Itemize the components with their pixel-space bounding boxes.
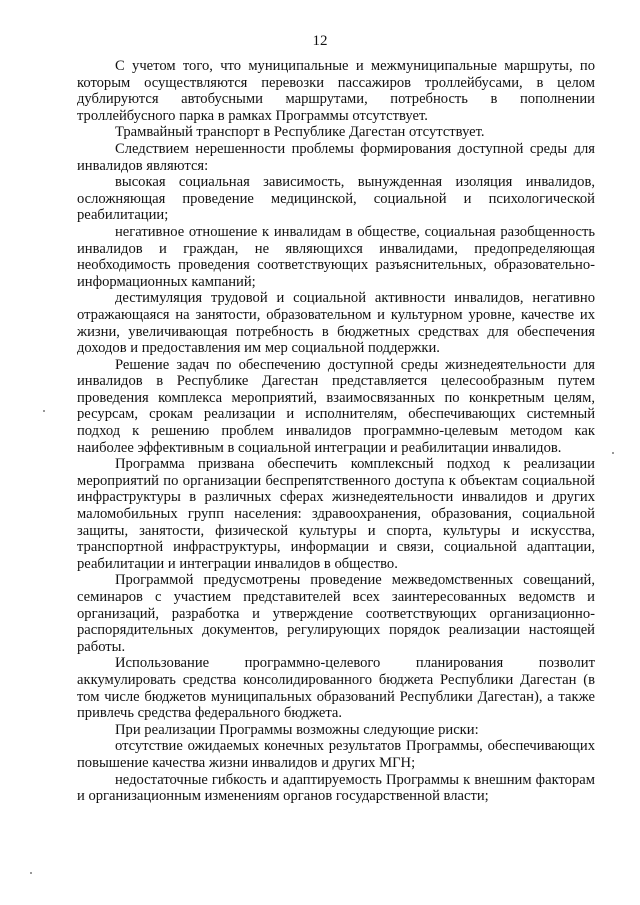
paragraph: Трамвайный транспорт в Республике Дагестан отсутствует. (115, 124, 485, 141)
scan-speck (30, 872, 32, 874)
scan-speck (612, 452, 614, 454)
page-number: 12 (312, 33, 328, 49)
paragraph: отсутствие ожидаемых конечных результатов Программы, обеспечивающих повышение качества жизни инвалидов и других МГН; (77, 738, 595, 771)
paragraph: Программа призвана обеспечить комплексный подход к реализации мероприятий по организации беспрепятственного доступа к объектам социальной инфраструктуры в различных сферах жизнедеятельности инвалидов и других маломобильных групп населения: здравоохранения, образования, социальной защиты, занятости, физической культуры и спорта, культуры и искусства, транспортной инфраструктуры, информации и связи, социальной адаптации, реабилитации и интеграции инвалидов в общество. (77, 456, 595, 572)
scan-speck (43, 410, 45, 412)
paragraph: высокая социальная зависимость, вынужденная изоляция инвалидов, осложняющая проведение медицинской, социальной и психологической реабилитации; (77, 174, 595, 224)
paragraph: дестимуляция трудовой и социальной активности инвалидов, негативно отражающаяся на занятости, образовательном и культурном уровне, качестве их жизни, увеличивающая потребность в бюджетных средствах для обеспечения доходов и предоставления им мер социальной поддержки. (77, 290, 595, 357)
paragraph: негативное отношение к инвалидам в обществе, социальная разобщенность инвалидов и граждан, не являющихся инвалидами, предопределяющая необходимость проведения соответствующих разъяснительных, образовательно-информационных кампаний; (77, 223, 595, 290)
paragraph: Следствием нерешенности проблемы формирования доступной среды для инвалидов являются: (77, 140, 595, 174)
paragraph: Решение задач по обеспечению доступной среды жизнедеятельности для инвалидов в Республике Дагестан представляется целесообразным путем проведения комплекса мероприятий, взаимосвязанных по конкретным целям, ресурсам, срокам реализации и исполнителям, обеспечивающих системный подход к решению проблем инвалидов программно-целевым методом как наиболее эффективным в социальной интеграции и реабилитации инвалидов. (77, 356, 595, 456)
paragraph: При реализации Программы возможны следующие риски: (115, 721, 479, 738)
body-text (77, 58, 595, 805)
paragraph: Программой предусмотрены проведение межведомственных совещаний, семинаров с участием представителей всех заинтересованных ведомств и организаций, разработка и утверждение соответствующих организационно-распорядительных документов, регулирующих порядок реализации настоящей работы. (77, 572, 595, 655)
paragraph: Использование программно-целевого планирования позволит аккумулировать средства консолидированного бюджета Республики Дагестан (в том числе бюджетов муниципальных образований Республики Дагестан), а также привлечь средства федерального бюджета. (77, 655, 595, 722)
paragraph: недостаточные гибкость и адаптируемость Программы к внешним факторам и организационным изменениям органов государственной власти; (77, 771, 595, 805)
paragraph: С учетом того, что муниципальные и межмуниципальные маршруты, по которым осуществляются перевозки пассажиров троллейбусами, в целом дублируются автобусными маршрутами, потребность в пополнении троллейбусного парка в рамках Программы отсутствует. (77, 58, 595, 124)
